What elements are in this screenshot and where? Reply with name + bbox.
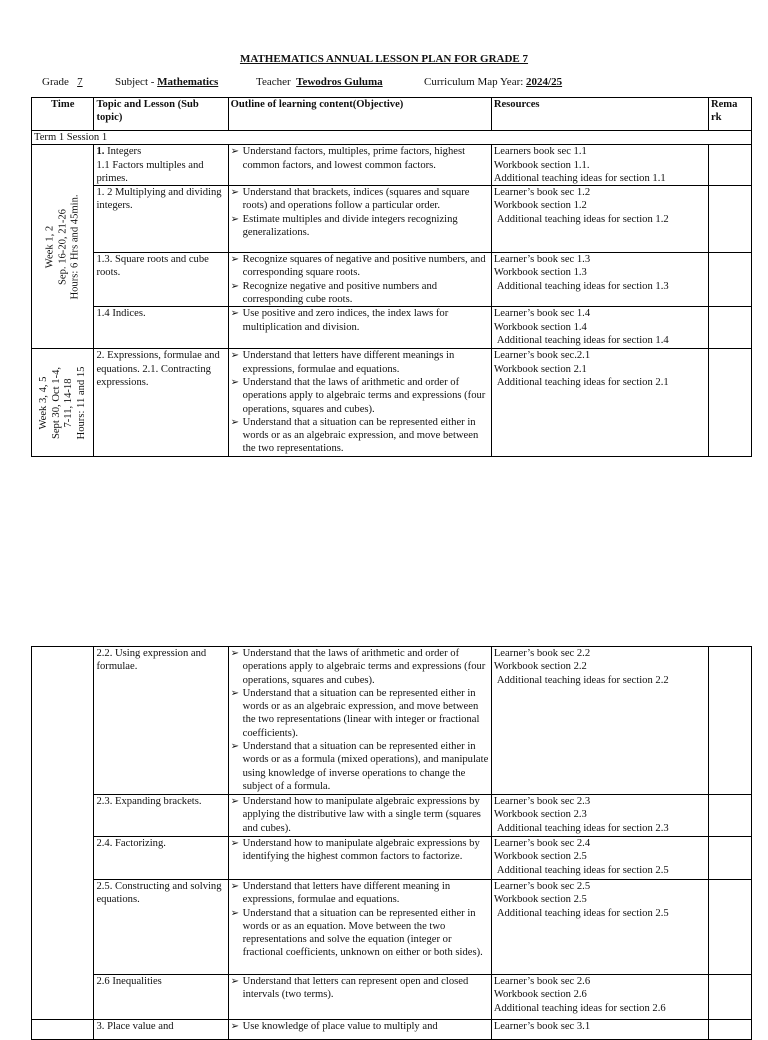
objective-cell	[228, 186, 491, 253]
table-row	[32, 349, 752, 457]
time-dates: Sep. 16-20, 21-26	[56, 208, 68, 285]
remark-cell	[708, 1020, 751, 1040]
time-week: Week 1, 2	[43, 225, 55, 269]
resource-item: Additional teaching ideas for section 1.4	[496, 334, 669, 346]
subtopic-title: 1.1 Factors multiples and primes.	[96, 159, 204, 184]
curriculum-year-value: 2024/25	[526, 76, 563, 88]
grade-value: 7	[77, 76, 83, 88]
time-dates: Sept 30, Oct 1-4,	[50, 366, 62, 439]
resource-item: Workbook section 2.3	[493, 809, 587, 821]
objective-cell	[228, 253, 491, 307]
objective-item: ➢ Use positive and zero indices, the index laws for multiplication and division.	[231, 307, 489, 334]
resources-cell	[491, 880, 708, 975]
resource-item: Workbook section 2.5	[493, 851, 587, 863]
table-row	[32, 186, 752, 253]
resource-item: Learner’s book sec 2.4	[493, 838, 591, 849]
objective-item: ➢ Understand that brackets, indices (squares and square roots) and operations follow a particular order.	[231, 186, 489, 213]
objective-item: ➢ Understand that the laws of arithmetic and order of operations apply to algebraic terms and expressions (four operations, squares and cubes).	[231, 647, 489, 687]
time-header: Time	[32, 98, 94, 131]
resource-item: Additional teaching ideas for section 2.5	[496, 907, 669, 919]
resources-cell	[491, 186, 708, 253]
objective-cell	[228, 307, 491, 349]
topic-title: Integers	[107, 146, 142, 158]
table-row	[32, 253, 752, 307]
remark-cell	[708, 186, 751, 253]
remark-cell	[708, 307, 751, 349]
objective-cell	[228, 837, 491, 880]
remark-cell	[708, 975, 751, 1020]
resource-item: Learner’s book sec.2.1	[493, 350, 591, 362]
resource-item: Additional teaching ideas for section 1.1	[493, 172, 666, 184]
resource-item: Learner’s book sec 1.3	[493, 254, 591, 266]
resource-item: Additional teaching ideas for section 2.6	[493, 1002, 666, 1014]
document-title: MATHEMATICS ANNUAL LESSON PLAN FOR GRADE 7	[239, 53, 529, 65]
objective-item: ➢ Understand that a situation can be represented either in words or as a formula (mixed operations), and manipulate using knowledge of inverse operations to change the subject of a formula.	[231, 740, 489, 793]
remark-header: Rema rk	[708, 98, 751, 131]
topic-cell	[94, 145, 228, 186]
resource-item: Workbook section 2.5	[493, 894, 587, 906]
resource-item: Workbook section 2.2	[493, 661, 587, 673]
objective-item: ➢ Understand how to manipulate algebraic expressions by applying the distributive law with a single term (squares and cubes).	[231, 795, 489, 835]
resource-item: Workbook section 2.1	[493, 363, 587, 375]
resources-cell	[491, 837, 708, 880]
header-row	[32, 98, 752, 131]
curriculum-year-field	[424, 76, 562, 89]
resources-cell	[491, 349, 708, 457]
subject-label: Subject -	[115, 76, 155, 88]
table-row	[32, 795, 752, 837]
resource-item: Learner’s book sec 2.2	[493, 648, 591, 659]
topic-cell: 2.5. Constructing and solving equations.	[94, 880, 228, 975]
objective-item: ➢ Estimate multiples and divide integers recognizing generalizations.	[231, 213, 489, 240]
time-block	[32, 349, 94, 457]
topic-cell: 2. Expressions, formulae and equations. 2.1. Contracting expressions.	[94, 349, 228, 457]
table-row	[32, 145, 752, 186]
objective-item: ➢ Understand that letters have different meaning in expressions, formulae and equations.	[231, 880, 489, 907]
topic-cell: 3. Place value and	[94, 1020, 228, 1040]
topic-number: 1.	[96, 146, 105, 158]
objective-cell	[228, 795, 491, 837]
objective-cell	[228, 1020, 491, 1040]
resources-cell	[491, 1020, 708, 1040]
grade-field	[42, 76, 83, 89]
curriculum-year-label: Curriculum Map Year:	[424, 76, 524, 88]
objective-item: ➢ Understand that a situation can be represented either in words or as an equation. Move between the two representations and solve the equation (integer or fractional coefficients, unknown on either or both sides).	[231, 907, 489, 960]
resources-cell	[491, 307, 708, 349]
objective-item: ➢ Recognize negative and positive numbers and corresponding cube roots.	[231, 280, 489, 307]
resource-item: Learner’s book sec 2.6	[493, 976, 591, 987]
grade-label: Grade	[42, 76, 69, 88]
objective-item: ➢ Understand factors, multiples, prime factors, highest common factors, and lowest common factors.	[231, 145, 489, 172]
resource-item: Workbook section 1.3	[493, 267, 587, 279]
objective-item: ➢ Understand that letters can represent open and closed intervals (two terms).	[231, 975, 489, 1002]
table-row	[32, 837, 752, 880]
resource-item: Workbook section 1.1.	[493, 159, 590, 171]
resource-item: Learner’s book sec 1.2	[493, 187, 591, 199]
objective-item: ➢ Understand that a situation can be represented either in words or as an algebraic expression, and move between the two representations.	[231, 416, 489, 456]
resource-item: Additional teaching ideas for section 2.3	[496, 822, 669, 834]
topic-cell: 2.2. Using expression and formulae.	[94, 647, 228, 795]
time-week: Week 3, 4, 5	[37, 376, 49, 430]
table-row	[32, 1020, 752, 1040]
resource-item: Additional teaching ideas for section 1.3	[496, 280, 669, 292]
remark-cell	[708, 880, 751, 975]
objective-item: ➢ Understand how to manipulate algebraic expressions by identifying the highest common factors to factorize.	[231, 837, 489, 864]
topic-cell: 1.3. Square roots and cube roots.	[94, 253, 228, 307]
objective-cell	[228, 349, 491, 457]
resource-item: Learners book sec 1.1	[493, 146, 587, 158]
objective-item: ➢ Understand that letters have different meanings in expressions, formulae and equations.	[231, 349, 489, 376]
outline-header: Outline of learning content(Objective)	[228, 98, 491, 131]
time-hours: Hours: 11 and 15	[75, 366, 87, 440]
resources-cell	[491, 647, 708, 795]
time-hours: Hours: 6 Hrs and 45min.	[68, 194, 80, 300]
lesson-plan-table-cutoff	[31, 1019, 752, 1040]
lesson-plan-table-continued	[31, 646, 752, 1020]
subject-value: Mathematics	[157, 76, 219, 88]
resource-item: Additional teaching ideas for section 2.2	[496, 674, 669, 686]
objective-item: ➢ Understand that a situation can be represented either in words or as an algebraic expression, and move between the two representations (linear with integer or fractional coefficients).	[231, 687, 489, 740]
time-dates: 7-11, 14-18	[62, 378, 74, 428]
topic-cell: 1.4 Indices.	[94, 307, 228, 349]
topic-cell: 1. 2 Multiplying and dividing integers.	[94, 186, 228, 253]
resources-header: Resources	[491, 98, 708, 131]
topic-cell: 2.6 Inequalities	[94, 975, 228, 1020]
teacher-value: Tewodros Guluma	[296, 76, 383, 88]
resource-item: Learner’s book sec 3.1	[493, 1021, 591, 1032]
remark-cell	[708, 647, 751, 795]
objective-item: ➢ Understand that the laws of arithmetic and order of operations apply to algebraic terms and expressions (four operations, squares and cubes).	[231, 376, 489, 416]
time-block	[32, 1020, 94, 1040]
remark-cell	[708, 795, 751, 837]
topic-cell: 2.3. Expanding brackets.	[94, 795, 228, 837]
objective-item: ➢ Use knowledge of place value to multiply and	[231, 1020, 489, 1033]
remark-cell	[708, 837, 751, 880]
objective-cell	[228, 145, 491, 186]
session-row	[32, 131, 752, 145]
table-row	[32, 647, 752, 795]
table-row	[32, 880, 752, 975]
resource-item: Workbook section 2.6	[493, 989, 587, 1001]
resource-item: Additional teaching ideas for section 2.5	[496, 864, 669, 876]
teacher-field	[256, 76, 383, 89]
teacher-label: Teacher	[256, 76, 291, 88]
remark-cell	[708, 349, 751, 457]
objective-cell	[228, 647, 491, 795]
resources-cell	[491, 253, 708, 307]
time-block	[32, 647, 94, 1020]
table-row	[32, 307, 752, 349]
resource-item: Learner’s book sec 2.5	[493, 881, 591, 892]
time-block	[32, 145, 94, 349]
resources-cell	[491, 795, 708, 837]
resources-cell	[491, 975, 708, 1020]
resources-cell	[491, 145, 708, 186]
resource-item: Learner’s book sec 2.3	[493, 796, 591, 807]
table-row	[32, 975, 752, 1020]
session-label: Term 1 Session 1	[32, 131, 752, 145]
resource-item: Additional teaching ideas for section 2.1	[496, 376, 669, 388]
topic-cell: 2.4. Factorizing.	[94, 837, 228, 880]
remark-cell	[708, 253, 751, 307]
resource-item: Additional teaching ideas for section 1.2	[496, 213, 669, 225]
resource-item: Workbook section 1.4	[493, 321, 587, 333]
lesson-plan-table	[31, 97, 752, 457]
remark-cell	[708, 145, 751, 186]
topic-header: Topic and Lesson (Sub topic)	[94, 98, 228, 131]
resource-item: Learner’s book sec 1.4	[493, 308, 591, 320]
objective-cell	[228, 975, 491, 1020]
objective-cell	[228, 880, 491, 975]
objective-item: ➢ Recognize squares of negative and positive numbers, and corresponding square roots.	[231, 253, 489, 280]
subject-field	[115, 76, 218, 89]
resource-item: Workbook section 1.2	[493, 200, 587, 212]
cut-off-row	[0, 1019, 768, 1032]
